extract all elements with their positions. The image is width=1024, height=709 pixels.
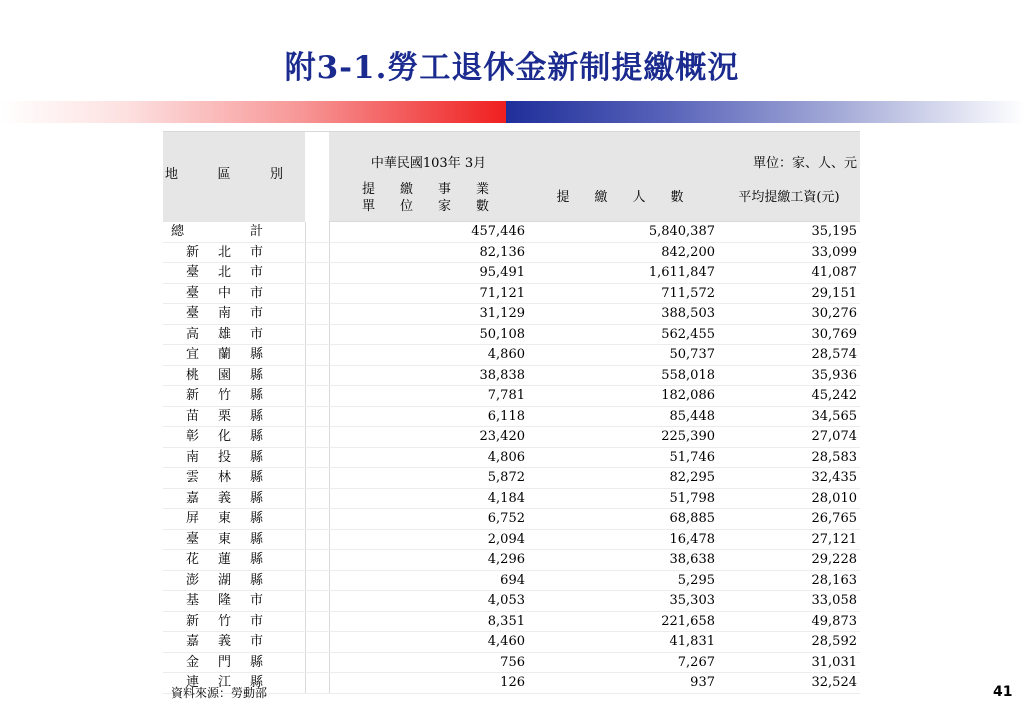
region-name: 彰化縣 (163, 427, 305, 448)
units-value: 2,094 (329, 529, 528, 550)
region-name: 嘉義縣 (163, 488, 305, 509)
units-value: 95,491 (329, 263, 528, 284)
persons-value: 50,737 (528, 345, 718, 366)
region-name: 臺東縣 (163, 529, 305, 550)
wage-value: 32,524 (718, 673, 860, 694)
wage-value: 29,228 (718, 550, 860, 571)
row-spacer (305, 673, 329, 694)
wage-value: 30,769 (718, 324, 860, 345)
table-row (163, 652, 860, 673)
header-spacer (305, 132, 329, 222)
row-spacer (305, 242, 329, 263)
wage-value: 28,583 (718, 447, 860, 468)
wage-value: 29,151 (718, 283, 860, 304)
table-header-row-1 (163, 132, 860, 175)
units-value: 50,108 (329, 324, 528, 345)
row-spacer (305, 570, 329, 591)
units-value: 38,838 (329, 365, 528, 386)
persons-value: 182,086 (528, 386, 718, 407)
region-name: 臺中市 (163, 283, 305, 304)
persons-value: 5,295 (528, 570, 718, 591)
region-name: 澎湖縣 (163, 570, 305, 591)
units-value: 82,136 (329, 242, 528, 263)
persons-value: 16,478 (528, 529, 718, 550)
row-spacer (305, 652, 329, 673)
table-row (163, 673, 860, 694)
row-spacer (305, 263, 329, 284)
persons-value: 225,390 (528, 427, 718, 448)
wage-value: 49,873 (718, 611, 860, 632)
persons-value: 937 (528, 673, 718, 694)
row-spacer (305, 427, 329, 448)
region-name: 雲林縣 (163, 468, 305, 489)
table-row (163, 529, 860, 550)
persons-value: 558,018 (528, 365, 718, 386)
units-value: 126 (329, 673, 528, 694)
decorative-bar-blue (506, 101, 1024, 123)
page-number: 41 (993, 684, 1013, 700)
row-spacer (305, 509, 329, 530)
region-name: 高雄市 (163, 324, 305, 345)
units-value: 4,053 (329, 591, 528, 612)
region-name: 苗栗縣 (163, 406, 305, 427)
header-blank-cell (528, 132, 718, 175)
wage-value: 45,242 (718, 386, 860, 407)
row-spacer (305, 386, 329, 407)
region-name: 總計 (163, 222, 305, 243)
region-name: 新竹市 (163, 611, 305, 632)
table-row (163, 304, 860, 325)
row-spacer (305, 222, 329, 243)
region-name: 基隆市 (163, 591, 305, 612)
wage-value: 28,163 (718, 570, 860, 591)
wage-value: 28,010 (718, 488, 860, 509)
region-name: 桃園縣 (163, 365, 305, 386)
table-row (163, 488, 860, 509)
table-row (163, 386, 860, 407)
table-row (163, 509, 860, 530)
row-spacer (305, 324, 329, 345)
region-column-header: 地區別 (163, 132, 305, 222)
units-value: 4,860 (329, 345, 528, 366)
wage-value: 28,592 (718, 632, 860, 653)
unit-label: 單位：家、人、元 (718, 132, 860, 175)
source-note: 資料來源：勞動部 (171, 686, 268, 700)
wage-value: 32,435 (718, 468, 860, 489)
region-name: 新北市 (163, 242, 305, 263)
wage-value: 33,099 (718, 242, 860, 263)
units-value: 756 (329, 652, 528, 673)
persons-value: 7,267 (528, 652, 718, 673)
table-row (163, 447, 860, 468)
units-value: 457,446 (329, 222, 528, 243)
region-name: 屏東縣 (163, 509, 305, 530)
region-name: 南投縣 (163, 447, 305, 468)
persons-value: 711,572 (528, 283, 718, 304)
wage-value: 30,276 (718, 304, 860, 325)
persons-value: 35,303 (528, 591, 718, 612)
persons-value: 51,746 (528, 447, 718, 468)
wage-value: 26,765 (718, 509, 860, 530)
date-label: 中華民國103年 3月 (329, 132, 528, 175)
units-value: 6,118 (329, 406, 528, 427)
wage-value: 33,058 (718, 591, 860, 612)
units-value: 8,351 (329, 611, 528, 632)
row-spacer (305, 345, 329, 366)
row-spacer (305, 632, 329, 653)
persons-value: 38,638 (528, 550, 718, 571)
table-row (163, 324, 860, 345)
wage-value: 41,087 (718, 263, 860, 284)
table-row (163, 632, 860, 653)
table-row (163, 365, 860, 386)
row-spacer (305, 406, 329, 427)
row-spacer (305, 591, 329, 612)
table-row (163, 591, 860, 612)
persons-value: 85,448 (528, 406, 718, 427)
table-row (163, 550, 860, 571)
row-spacer (305, 468, 329, 489)
row-spacer (305, 488, 329, 509)
row-spacer (305, 304, 329, 325)
statistics-table (163, 131, 860, 694)
table-row (163, 242, 860, 263)
units-value: 694 (329, 570, 528, 591)
table-row-total (163, 222, 860, 243)
units-column-header: 提 繳 事 業 單 位 家 數 (329, 174, 528, 222)
wage-value: 34,565 (718, 406, 860, 427)
units-value: 23,420 (329, 427, 528, 448)
region-name: 金門縣 (163, 652, 305, 673)
decorative-bar-red (0, 101, 506, 123)
units-value: 4,806 (329, 447, 528, 468)
units-value: 4,460 (329, 632, 528, 653)
units-value: 4,296 (329, 550, 528, 571)
row-spacer (305, 283, 329, 304)
persons-value: 562,455 (528, 324, 718, 345)
wage-value: 31,031 (718, 652, 860, 673)
persons-value: 842,200 (528, 242, 718, 263)
persons-value: 41,831 (528, 632, 718, 653)
units-value: 71,121 (329, 283, 528, 304)
region-name: 臺北市 (163, 263, 305, 284)
units-value: 4,184 (329, 488, 528, 509)
persons-value: 1,611,847 (528, 263, 718, 284)
units-value: 6,752 (329, 509, 528, 530)
wage-value: 35,936 (718, 365, 860, 386)
wage-value: 27,121 (718, 529, 860, 550)
table-row (163, 427, 860, 448)
table-row (163, 345, 860, 366)
row-spacer (305, 611, 329, 632)
wage-column-header: 平均提繳工資(元) (718, 174, 860, 222)
region-name: 花蓮縣 (163, 550, 305, 571)
region-name: 宜蘭縣 (163, 345, 305, 366)
persons-column-header: 提 繳 人 數 (528, 174, 718, 222)
persons-value: 68,885 (528, 509, 718, 530)
persons-value: 388,503 (528, 304, 718, 325)
region-name: 臺南市 (163, 304, 305, 325)
persons-value: 5,840,387 (528, 222, 718, 243)
region-name: 新竹縣 (163, 386, 305, 407)
wage-value: 35,195 (718, 222, 860, 243)
row-spacer (305, 550, 329, 571)
table-row (163, 263, 860, 284)
table-row (163, 283, 860, 304)
table-row (163, 406, 860, 427)
units-value: 7,781 (329, 386, 528, 407)
persons-value: 82,295 (528, 468, 718, 489)
region-name: 嘉義市 (163, 632, 305, 653)
wage-value: 27,074 (718, 427, 860, 448)
wage-value: 28,574 (718, 345, 860, 366)
row-spacer (305, 365, 329, 386)
persons-value: 51,798 (528, 488, 718, 509)
table-row (163, 570, 860, 591)
row-spacer (305, 447, 329, 468)
table-row (163, 611, 860, 632)
table-row (163, 468, 860, 489)
page-title: 附3-1.勞工退休金新制提繳概況 (284, 50, 740, 86)
persons-value: 221,658 (528, 611, 718, 632)
units-value: 31,129 (329, 304, 528, 325)
row-spacer (305, 529, 329, 550)
region-name: 連江縣 (163, 673, 305, 694)
units-value: 5,872 (329, 468, 528, 489)
